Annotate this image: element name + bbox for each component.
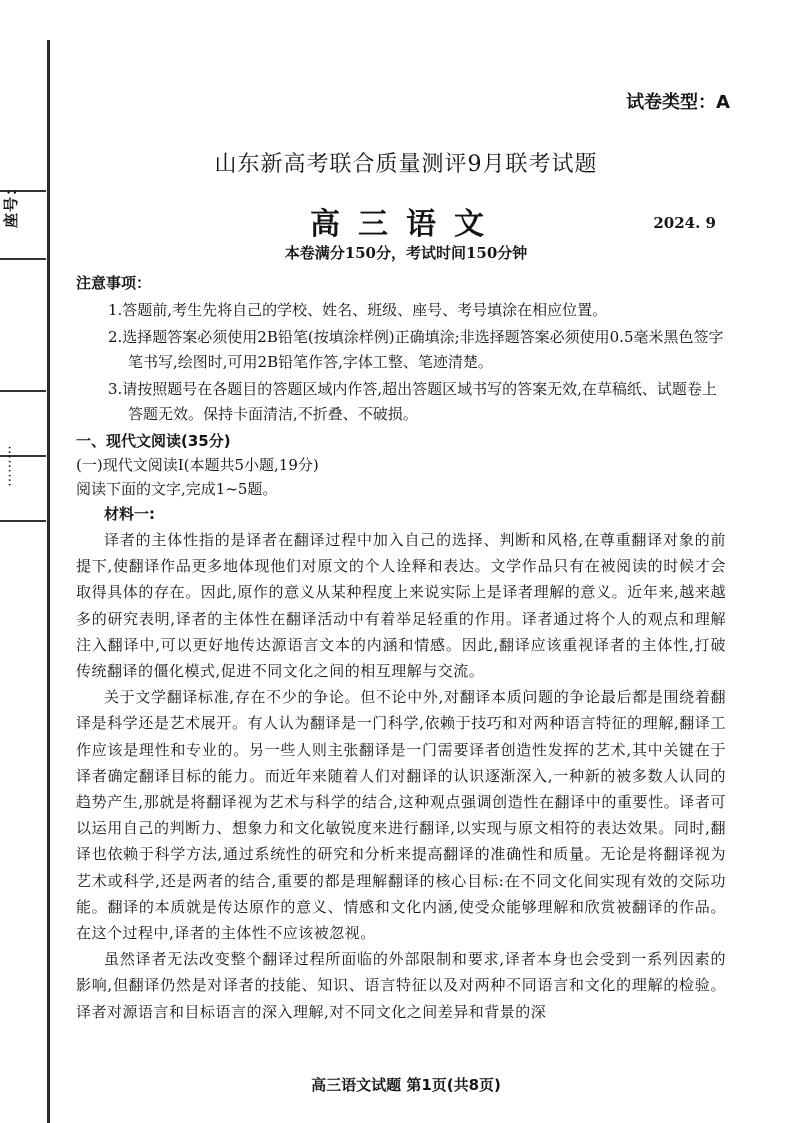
binding-margin <box>0 0 50 1123</box>
exam-page <box>76 0 730 1123</box>
seat-label: 座号： <box>2 179 20 228</box>
notice-list <box>76 298 726 427</box>
section-title: 一、现代文阅读(35分) <box>76 432 231 450</box>
page-footer: 高三语文试题 第1页(共8页) <box>311 1076 501 1094</box>
binding-line <box>47 40 50 1123</box>
exam-date: 2024. 9 <box>653 214 716 232</box>
passage-paragraph: 译者的主体性指的是译者在翻译过程中加入自己的选择、判断和风格,在尊重翻译对象的前提下,使翻译作品更多地体现他们对原文的个人诠释和表达。文学作品只有在被阅读的时候才会取得具体的存在。因此,原作的意义从某种程度上来说实际上是译者理解的意义。近年来,越来越多的研究表明,译者的主体性在翻译活动中有着举足轻重的作用。译者通过将个人的观点和理解注入翻译中,可以更好地传达源语言文本的内涵和情感。因此,翻译应该重视译者的主体性,打破传统翻译的僵化模式,促进不同文化之间的相互理解与交流。 <box>76 531 726 681</box>
passage-paragraph: 虽然译者无法改变整个翻译过程所面临的外部限制和要求,译者本身也会受到一系列因素的影响,但翻译仍然是对译者的技能、知识、语言特征以及对两种不同语言和文化的理解的检验。译者对源语言和目标语言的深入理解,对不同文化之间差异和背景的深 <box>76 950 726 1021</box>
material-label: 材料一: <box>104 505 155 523</box>
notice-item: 3.请按照题号在各题目的答题区域内作答,超出答题区域书写的答案无效,在草稿纸、试题卷上答题无效。保持卡面清洁,不折叠、不破损。 <box>108 380 717 423</box>
notice-item: 1.答题前,考生先将自己的学校、姓名、班级、座号、考号填涂在相应位置。 <box>108 301 608 319</box>
score-time-line: 本卷满分150分，考试时间150分钟 <box>284 244 528 262</box>
notice-heading: 注意事项： <box>76 274 152 292</box>
subject-title: 高三语文 <box>310 207 502 242</box>
section-subtitle: (一)现代文阅读Ⅰ(本题共5小题,19分) <box>76 456 319 474</box>
exam-content <box>76 272 726 1025</box>
passage-paragraph: 关于文学翻译标准,存在不少的争论。但不论中外,对翻译本质问题的争论最后都是围绕着翻译是科学还是艺术展开。有人认为翻译是一门科学,依赖于技巧和对两种语言特征的理解,翻译工作应该是理性和专业的。另一些人则主张翻译是一门需要译者创造性发挥的艺术,其中关键在于译者确定翻译目标的能力。而近年来随着人们对翻译的认识逐渐深入,一种新的被多数人认同的趋势产生,那就是将翻译视为艺术与科学的结合,这种观点强调创造性在翻译中的重要性。译者可以运用自己的判断力、想象力和文化敏锐度来进行翻译,以实现与原文相符的表达效果。同时,翻译也依赖于科学方法,通过系统性的研究和分析来提高翻译的准确性和质量。无论是将翻译视为艺术或科学,还是两者的结合,重要的都是理解翻译的核心目标:在不同文化间实现有效的交际功能。翻译的本质就是传达原作的意义、情感和文化内涵,使受众能够理解和欣赏被翻译的作品。在这个过程中,译者的主体性不应该被忽视。 <box>76 688 726 943</box>
binding-tick <box>0 390 46 392</box>
notice-item: 2.选择题答案必须使用2B铅笔(按填涂样例)正确填涂;非选择题答案必须使用0.5毫米黑色签字笔书写,绘图时,可用2B铅笔作答,字体工整、笔迹清楚。 <box>108 328 724 371</box>
binding-tick <box>0 258 46 260</box>
exam-title: 山东新高考联合质量测评9月联考试题 <box>214 152 598 177</box>
paper-type: 试卷类型：A <box>626 92 730 113</box>
binding-dots: ⋯⋯⋯ <box>2 445 18 487</box>
binding-tick <box>0 520 46 522</box>
reading-instruction: 阅读下面的文字,完成1~5题。 <box>76 480 278 498</box>
